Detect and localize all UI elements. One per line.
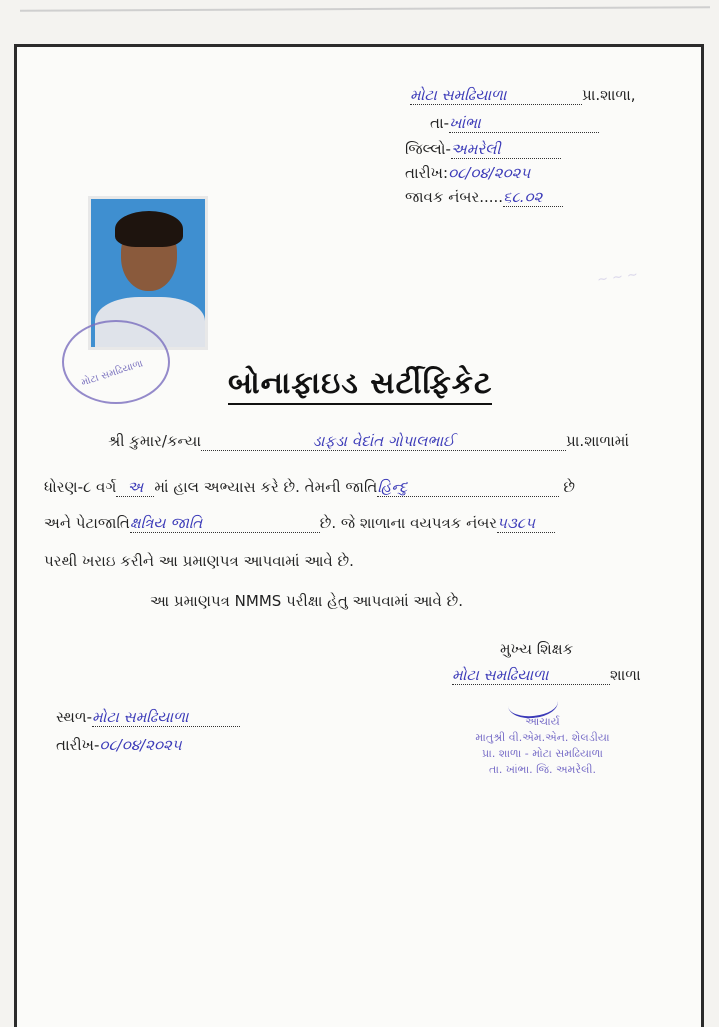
paper-top-edge (20, 6, 710, 12)
register-number: ૫૩૮૫ (497, 514, 555, 533)
date-value: ૦૮/૦૪/૨૦૨૫ (448, 164, 531, 182)
student-name: ડાફડા વેદાંત ગોપાલભાઈ (201, 432, 566, 451)
outward-number: ૬૮.૦૨ (503, 188, 563, 207)
principal-school-handwritten: મોટા સમઢિયાળા (452, 666, 610, 685)
body-line-3: અને પેટાજાતિક્ષત્રિય જાતિ છે. જે શાળાના વયપત્રક નંબર૫૩૮૫ (44, 514, 555, 533)
certificate-border (14, 44, 704, 1027)
footer-date-line: તારીખ-૦૮/૦૪/૨૦૨૫ (56, 736, 182, 754)
district-value: અમરેલી (451, 140, 561, 159)
footer-date-value: ૦૮/૦૪/૨૦૨૫ (99, 736, 182, 754)
district-line: જિલ્લો-અમરેલી (405, 140, 561, 159)
body-line-4: પરથી ખરાઇ કરીને આ પ્રમાણપત્ર આપવામાં આવે છે. (44, 552, 354, 570)
body-line-2: ધોરણ-૮ વર્ગ અ માં હાલ અભ્યાસ કરે છે. તેમની જાતિહિન્દુ છે (44, 478, 575, 496)
division-value: અ (116, 478, 154, 497)
principal-role: મુખ્ય શિક્ષક (500, 640, 574, 658)
outward-line: જાવક નંબર.....૬૮.૦૨ (405, 188, 563, 207)
principal-stamp: આચાર્ય માતુશ્રી વી.એમ.એન. શેલડીયા પ્રા. શાળા - મોટા સમઢિયાળા તા. ખાંભા. જિ. અમરેલી. (475, 715, 610, 776)
school-name-handwritten: મોટા સમઢિયાળા (410, 86, 582, 105)
date-line: તારીખ:૦૮/૦૪/૨૦૨૫ (405, 164, 531, 182)
subcaste-value: ક્ષત્રિય જાતિ (130, 514, 320, 533)
caste-value: હિન્દુ (377, 478, 559, 497)
taluka-value: ખાંભા (449, 114, 599, 133)
body-line-5: આ પ્રમાણપત્ર NMMS પરીક્ષા હેતુ આપવામાં આવે છે. (150, 592, 463, 610)
body-line-1: શ્રી કુમાર/કન્યા ડાફડા વેદાંત ગોપાલભાઈ પ્રા.શાળામાં (108, 432, 630, 450)
certificate-title: બોનાફાઇડ સર્ટીફિકેટ (228, 366, 492, 405)
faint-stamp-mark: ~ ~ ~ (596, 267, 639, 288)
taluka-line: તા-ખાંભા (430, 114, 599, 133)
header-school-line: મોટા સમઢિયાળા પ્રા.શાળા, (410, 86, 636, 104)
school-seal: મોટા સમઢિયાળા (62, 320, 170, 404)
place-line: સ્થળ-મોટા સમઢિયાળા (56, 708, 240, 727)
place-value: મોટા સમઢિયાળા (92, 708, 240, 727)
principal-school-line: મોટા સમઢિયાળા શાળા (452, 666, 641, 684)
